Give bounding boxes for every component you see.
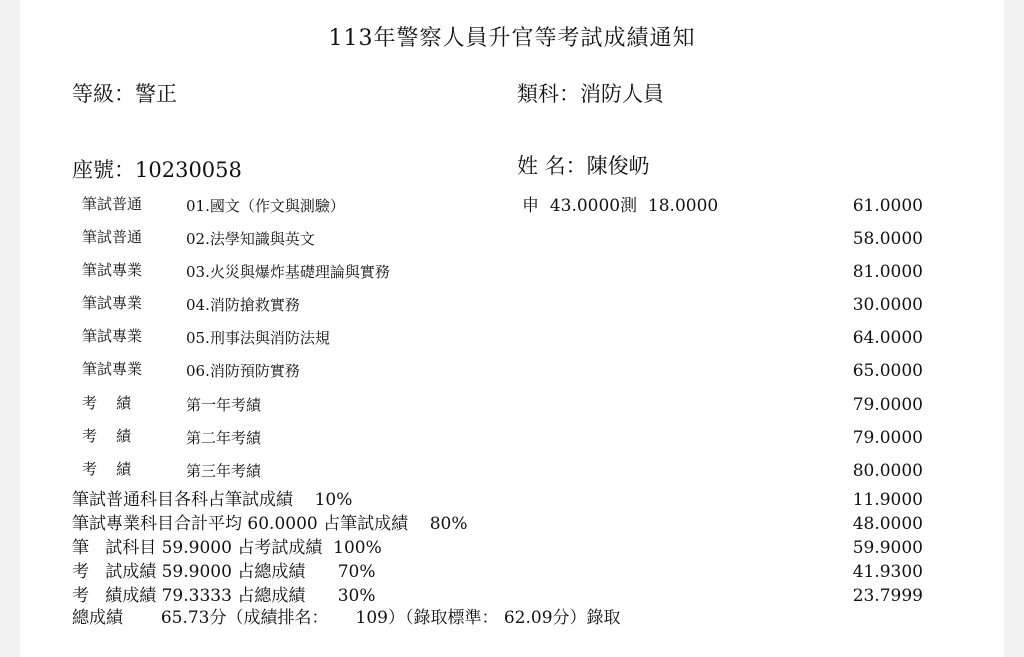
subject-type: 筆試專業	[82, 261, 143, 279]
summary-score: 23.7999	[852, 586, 923, 606]
subject-name: 03.火災與爆炸基礎理論與實務	[186, 263, 390, 281]
subject-type: 考 績	[82, 460, 132, 478]
summary-label: 考 績成績 79.3333 占總成績 30%	[72, 586, 376, 606]
subject-score: 80.0000	[852, 461, 923, 481]
subject-type: 考 績	[82, 394, 132, 412]
subject-score: 79.0000	[852, 395, 923, 415]
summary-score: 48.0000	[852, 514, 923, 534]
subject-score: 58.0000	[852, 229, 923, 249]
essay-test-breakdown: 申 43.0000測 18.0000	[522, 196, 719, 216]
subject-score: 61.0000	[852, 196, 923, 216]
subject-score: 64.0000	[852, 328, 923, 348]
subject-type: 筆試普通	[82, 228, 143, 246]
subject-score: 65.0000	[852, 361, 923, 381]
document-title: 113年警察人員升官等考試成績通知	[328, 26, 696, 51]
score-notice-document	[20, 0, 1004, 657]
subject-type: 筆試專業	[82, 327, 143, 345]
subject-name: 05.刑事法與消防法規	[186, 329, 330, 347]
subject-type: 筆試普通	[82, 195, 143, 213]
subject-score: 79.0000	[852, 428, 923, 448]
subject-name: 06.消防預防實務	[186, 362, 300, 380]
summary-score: 41.9300	[852, 562, 923, 582]
summary-label: 筆試普通科目各科占筆試成績 10%	[72, 490, 353, 510]
summary-score: 11.9000	[852, 490, 923, 510]
subject-type: 考 績	[82, 427, 132, 445]
subject-name: 第一年考績	[186, 396, 262, 414]
subject-name: 第二年考績	[186, 429, 262, 447]
subject-name: 04.消防搶救實務	[186, 296, 300, 314]
summary-label: 筆試專業科目合計平均 60.0000 占筆試成績 80%	[72, 514, 468, 534]
subject-name: 第三年考績	[186, 462, 262, 480]
grade-label: 等級：警正	[72, 82, 177, 106]
summary-score: 59.9000	[852, 538, 923, 558]
total-score-line: 總成績 65.73分（成績排名： 109）（錄取標準： 62.09分）錄取	[72, 608, 621, 628]
subject-type: 筆試專業	[82, 294, 143, 312]
subject-type: 筆試專業	[82, 360, 143, 378]
summary-label: 筆 試科目 59.9000 占考試成績 100%	[72, 538, 382, 558]
subject-name: 01.國文（作文與測驗）	[186, 197, 345, 215]
seat-number: 座號：10230058	[72, 158, 242, 182]
category-label: 類科：消防人員	[517, 82, 664, 106]
subject-score: 81.0000	[852, 262, 923, 282]
subject-score: 30.0000	[852, 295, 923, 315]
subject-name: 02.法學知識與英文	[186, 230, 315, 248]
summary-label: 考 試成績 59.9000 占總成績 70%	[72, 562, 376, 582]
candidate-name: 姓 名：陳俊屷	[517, 154, 650, 178]
